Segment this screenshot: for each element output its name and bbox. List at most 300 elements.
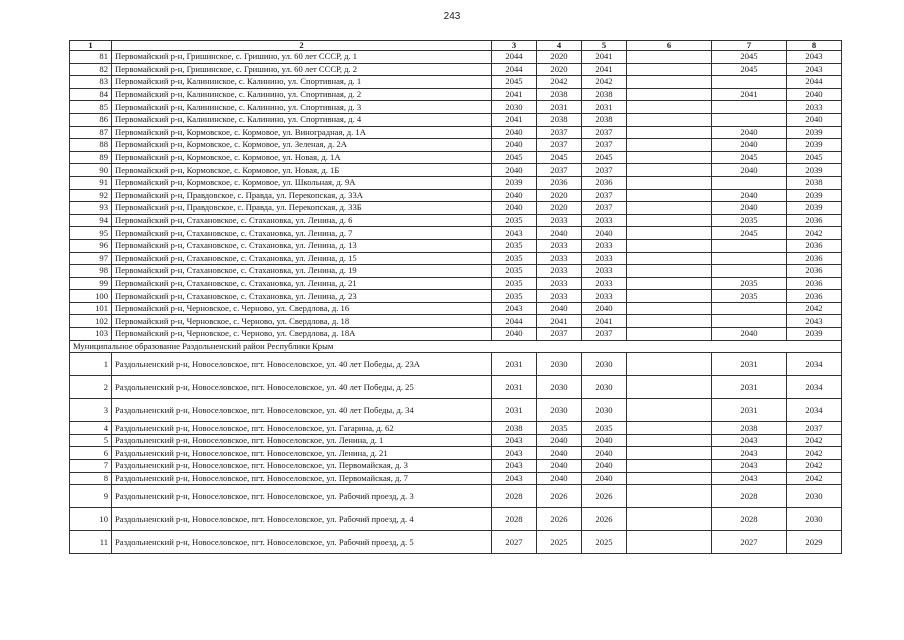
year-col4-cell: 2033 <box>537 277 582 290</box>
year-col8-cell: 2043 <box>787 315 842 328</box>
row-number-cell: 89 <box>70 151 112 164</box>
year-col3-cell: 2040 <box>492 202 537 215</box>
year-col7-cell <box>712 101 787 114</box>
section-row <box>70 340 842 353</box>
table-row <box>70 290 842 303</box>
year-col8-cell: 2042 <box>787 460 842 473</box>
table-row <box>70 51 842 64</box>
table-row <box>70 447 842 460</box>
year-col8-cell: 2039 <box>787 126 842 139</box>
row-number-cell: 98 <box>70 265 112 278</box>
table-row <box>70 239 842 252</box>
year-col6-cell <box>627 434 712 447</box>
pervomaisky-rows <box>70 51 842 341</box>
year-col5-cell: 2026 <box>582 508 627 531</box>
year-col8-cell: 2045 <box>787 151 842 164</box>
address-cell: Первомайский р-н, Стахановское, с. Стахановка, ул. Ленина, д. 15 <box>112 252 492 265</box>
year-col4-cell: 2045 <box>537 151 582 164</box>
year-col5-cell: 2033 <box>582 239 627 252</box>
address-cell: Раздольненский р-н, Новоселовское, пгт. Новоселовское, ул. Гагарина, д. 62 <box>112 422 492 435</box>
address-cell: Первомайский р-н, Кормовское, с. Кормовое, ул. Виноградная, д. 1А <box>112 126 492 139</box>
table-row <box>70 328 842 341</box>
year-col4-cell: 2037 <box>537 139 582 152</box>
year-col7-cell <box>712 76 787 89</box>
year-col8-cell: 2038 <box>787 176 842 189</box>
row-number-cell: 99 <box>70 277 112 290</box>
year-col6-cell <box>627 88 712 101</box>
row-number-cell: 9 <box>70 485 112 508</box>
year-col7-cell: 2040 <box>712 202 787 215</box>
year-col7-cell: 2040 <box>712 139 787 152</box>
row-number-cell: 82 <box>70 63 112 76</box>
year-col4-cell: 2025 <box>537 531 582 554</box>
year-col4-cell: 2033 <box>537 290 582 303</box>
col-header-8: 8 <box>787 41 842 51</box>
row-number-cell: 87 <box>70 126 112 139</box>
year-col3-cell: 2044 <box>492 315 537 328</box>
table-row <box>70 113 842 126</box>
year-col5-cell: 2041 <box>582 63 627 76</box>
address-cell: Раздольненский р-н, Новоселовское, пгт. Новоселовское, ул. Рабочий проезд, д. 5 <box>112 531 492 554</box>
year-col3-cell: 2035 <box>492 265 537 278</box>
year-col4-cell: 2040 <box>537 447 582 460</box>
year-col4-cell: 2035 <box>537 422 582 435</box>
row-number-cell: 8 <box>70 472 112 485</box>
year-col6-cell <box>627 265 712 278</box>
year-col3-cell: 2031 <box>492 376 537 399</box>
year-col7-cell: 2043 <box>712 472 787 485</box>
address-cell: Раздольненский р-н, Новоселовское, пгт. Новоселовское, ул. Первомайская, д. 3 <box>112 460 492 473</box>
year-col3-cell: 2043 <box>492 472 537 485</box>
year-col3-cell: 2043 <box>492 460 537 473</box>
year-col8-cell: 2039 <box>787 328 842 341</box>
year-col7-cell: 2040 <box>712 189 787 202</box>
year-col7-cell: 2028 <box>712 508 787 531</box>
col-header-3: 3 <box>492 41 537 51</box>
address-cell: Первомайский р-н, Калининское, с. Калинино, ул. Спортивная, д. 1 <box>112 76 492 89</box>
address-cell: Первомайский р-н, Калининское, с. Калинино, ул. Спортивная, д. 4 <box>112 113 492 126</box>
year-col7-cell <box>712 252 787 265</box>
year-col5-cell: 2030 <box>582 353 627 376</box>
row-number-cell: 90 <box>70 164 112 177</box>
year-col7-cell: 2035 <box>712 290 787 303</box>
year-col8-cell: 2039 <box>787 139 842 152</box>
year-col8-cell: 2029 <box>787 531 842 554</box>
table-row <box>70 531 842 554</box>
address-cell: Раздольненский р-н, Новоселовское, пгт. Новоселовское, ул. Рабочий проезд, д. 4 <box>112 508 492 531</box>
year-col6-cell <box>627 51 712 64</box>
year-col3-cell: 2040 <box>492 126 537 139</box>
year-col4-cell: 2030 <box>537 376 582 399</box>
year-col5-cell: 2035 <box>582 422 627 435</box>
year-col5-cell: 2041 <box>582 51 627 64</box>
year-col5-cell: 2040 <box>582 460 627 473</box>
year-col3-cell: 2035 <box>492 214 537 227</box>
year-col8-cell: 2039 <box>787 189 842 202</box>
year-col6-cell <box>627 328 712 341</box>
header-row <box>70 41 842 51</box>
year-col7-cell <box>712 239 787 252</box>
year-col4-cell: 2030 <box>537 353 582 376</box>
year-col5-cell: 2033 <box>582 252 627 265</box>
year-col5-cell: 2033 <box>582 265 627 278</box>
row-number-cell: 95 <box>70 227 112 240</box>
year-col6-cell <box>627 422 712 435</box>
address-cell: Первомайский р-н, Гришинское, с. Гришино, ул. 60 лет СССР, д. 2 <box>112 63 492 76</box>
year-col4-cell: 2041 <box>537 315 582 328</box>
address-cell: Первомайский р-н, Стахановское, с. Стахановка, ул. Ленина, д. 13 <box>112 239 492 252</box>
table-row <box>70 277 842 290</box>
address-cell: Первомайский р-н, Калининское, с. Калинино, ул. Спортивная, д. 2 <box>112 88 492 101</box>
year-col5-cell: 2040 <box>582 472 627 485</box>
year-col4-cell: 2020 <box>537 51 582 64</box>
year-col4-cell: 2033 <box>537 252 582 265</box>
year-col6-cell <box>627 353 712 376</box>
year-col3-cell: 2035 <box>492 239 537 252</box>
year-col6-cell <box>627 376 712 399</box>
year-col6-cell <box>627 164 712 177</box>
year-col3-cell: 2045 <box>492 151 537 164</box>
table-row <box>70 485 842 508</box>
address-cell: Первомайский р-н, Стахановское, с. Стахановка, ул. Ленина, д. 21 <box>112 277 492 290</box>
table-row <box>70 189 842 202</box>
row-number-cell: 3 <box>70 399 112 422</box>
row-number-cell: 1 <box>70 353 112 376</box>
table-row <box>70 126 842 139</box>
year-col7-cell: 2038 <box>712 422 787 435</box>
year-col6-cell <box>627 126 712 139</box>
year-col3-cell: 2030 <box>492 101 537 114</box>
year-col3-cell: 2035 <box>492 252 537 265</box>
year-col7-cell: 2045 <box>712 151 787 164</box>
year-col5-cell: 2040 <box>582 302 627 315</box>
year-col6-cell <box>627 113 712 126</box>
table-row <box>70 508 842 531</box>
col-header-4: 4 <box>537 41 582 51</box>
year-col8-cell: 2036 <box>787 252 842 265</box>
year-col8-cell: 2042 <box>787 434 842 447</box>
year-col4-cell: 2037 <box>537 164 582 177</box>
year-col7-cell: 2031 <box>712 399 787 422</box>
col-header-6: 6 <box>627 41 712 51</box>
table-row <box>70 176 842 189</box>
housing-register-table <box>69 40 842 554</box>
year-col5-cell: 2033 <box>582 290 627 303</box>
row-number-cell: 100 <box>70 290 112 303</box>
year-col6-cell <box>627 315 712 328</box>
address-cell: Раздольненский р-н, Новоселовское, пгт. Новоселовское, ул. 40 лет Победы, д. 34 <box>112 399 492 422</box>
table-row <box>70 434 842 447</box>
row-number-cell: 81 <box>70 51 112 64</box>
year-col6-cell <box>627 508 712 531</box>
year-col3-cell: 2038 <box>492 422 537 435</box>
table-row <box>70 88 842 101</box>
year-col7-cell: 2043 <box>712 447 787 460</box>
row-number-cell: 101 <box>70 302 112 315</box>
year-col6-cell <box>627 460 712 473</box>
year-col7-cell: 2027 <box>712 531 787 554</box>
row-number-cell: 96 <box>70 239 112 252</box>
year-col4-cell: 2026 <box>537 508 582 531</box>
year-col4-cell: 2040 <box>537 434 582 447</box>
year-col5-cell: 2037 <box>582 164 627 177</box>
row-number-cell: 86 <box>70 113 112 126</box>
year-col3-cell: 2041 <box>492 88 537 101</box>
year-col8-cell: 2036 <box>787 214 842 227</box>
address-cell: Первомайский р-н, Калининское, с. Калинино, ул. Спортивная, д. 3 <box>112 101 492 114</box>
address-cell: Первомайский р-н, Кормовское, с. Кормовое, ул. Школьная, д. 9А <box>112 176 492 189</box>
year-col4-cell: 2030 <box>537 399 582 422</box>
year-col3-cell: 2028 <box>492 508 537 531</box>
table-row <box>70 315 842 328</box>
year-col5-cell: 2033 <box>582 277 627 290</box>
year-col8-cell: 2042 <box>787 227 842 240</box>
year-col6-cell <box>627 290 712 303</box>
year-col7-cell: 2035 <box>712 214 787 227</box>
table-row <box>70 139 842 152</box>
row-number-cell: 102 <box>70 315 112 328</box>
year-col3-cell: 2045 <box>492 76 537 89</box>
table-row <box>70 399 842 422</box>
table-row <box>70 353 842 376</box>
year-col4-cell: 2033 <box>537 214 582 227</box>
address-cell: Первомайский р-н, Черновское, с. Черново, ул. Свердлова, д. 18А <box>112 328 492 341</box>
year-col6-cell <box>627 239 712 252</box>
year-col3-cell: 2035 <box>492 277 537 290</box>
year-col6-cell <box>627 189 712 202</box>
year-col8-cell: 2039 <box>787 164 842 177</box>
year-col3-cell: 2027 <box>492 531 537 554</box>
col-header-7: 7 <box>712 41 787 51</box>
year-col8-cell: 2033 <box>787 101 842 114</box>
year-col5-cell: 2042 <box>582 76 627 89</box>
row-number-cell: 93 <box>70 202 112 215</box>
address-cell: Первомайский р-н, Кормовское, с. Кормовое, ул. Зеленая, д. 2А <box>112 139 492 152</box>
year-col3-cell: 2039 <box>492 176 537 189</box>
year-col8-cell: 2044 <box>787 76 842 89</box>
address-cell: Первомайский р-н, Гришинское, с. Гришино, ул. 60 лет СССР, д. 1 <box>112 51 492 64</box>
row-number-cell: 92 <box>70 189 112 202</box>
year-col4-cell: 2031 <box>537 101 582 114</box>
year-col4-cell: 2026 <box>537 485 582 508</box>
table-row <box>70 63 842 76</box>
year-col3-cell: 2044 <box>492 63 537 76</box>
year-col7-cell: 2031 <box>712 376 787 399</box>
address-cell: Первомайский р-н, Кормовское, с. Кормовое, ул. Новая, д. 1Б <box>112 164 492 177</box>
year-col7-cell: 2035 <box>712 277 787 290</box>
year-col6-cell <box>627 302 712 315</box>
year-col7-cell: 2040 <box>712 126 787 139</box>
year-col8-cell: 2040 <box>787 113 842 126</box>
row-number-cell: 97 <box>70 252 112 265</box>
address-cell: Первомайский р-н, Черновское, с. Черново, ул. Свердлова, д. 16 <box>112 302 492 315</box>
address-cell: Первомайский р-н, Стахановское, с. Стахановка, ул. Ленина, д. 6 <box>112 214 492 227</box>
year-col4-cell: 2042 <box>537 76 582 89</box>
table-row <box>70 472 842 485</box>
section-block <box>70 340 842 353</box>
year-col6-cell <box>627 277 712 290</box>
year-col7-cell: 2045 <box>712 63 787 76</box>
row-number-cell: 91 <box>70 176 112 189</box>
year-col6-cell <box>627 202 712 215</box>
year-col7-cell: 2045 <box>712 227 787 240</box>
year-col6-cell <box>627 485 712 508</box>
table-row <box>70 302 842 315</box>
address-cell: Раздольненский р-н, Новоселовское, пгт. Новоселовское, ул. 40 лет Победы, д. 23А <box>112 353 492 376</box>
year-col4-cell: 2038 <box>537 88 582 101</box>
year-col3-cell: 2043 <box>492 447 537 460</box>
row-number-cell: 4 <box>70 422 112 435</box>
year-col8-cell: 2034 <box>787 399 842 422</box>
year-col6-cell <box>627 252 712 265</box>
year-col7-cell: 2043 <box>712 460 787 473</box>
year-col5-cell: 2040 <box>582 447 627 460</box>
year-col8-cell: 2040 <box>787 88 842 101</box>
year-col6-cell <box>627 227 712 240</box>
row-number-cell: 83 <box>70 76 112 89</box>
row-number-cell: 85 <box>70 101 112 114</box>
year-col8-cell: 2034 <box>787 353 842 376</box>
year-col6-cell <box>627 531 712 554</box>
table-row <box>70 422 842 435</box>
year-col3-cell: 2043 <box>492 302 537 315</box>
year-col6-cell <box>627 176 712 189</box>
address-cell: Раздольненский р-н, Новоселовское, пгт. Новоселовское, ул. 40 лет Победы, д. 25 <box>112 376 492 399</box>
year-col7-cell <box>712 176 787 189</box>
year-col4-cell: 2040 <box>537 227 582 240</box>
year-col5-cell: 2026 <box>582 485 627 508</box>
year-col3-cell: 2028 <box>492 485 537 508</box>
table-row <box>70 460 842 473</box>
year-col8-cell: 2030 <box>787 508 842 531</box>
row-number-cell: 2 <box>70 376 112 399</box>
year-col4-cell: 2036 <box>537 176 582 189</box>
year-col8-cell: 2030 <box>787 485 842 508</box>
year-col3-cell: 2041 <box>492 113 537 126</box>
year-col4-cell: 2020 <box>537 63 582 76</box>
col-header-1: 1 <box>70 41 112 51</box>
year-col7-cell: 2028 <box>712 485 787 508</box>
year-col6-cell <box>627 447 712 460</box>
year-col8-cell: 2036 <box>787 265 842 278</box>
year-col4-cell: 2020 <box>537 189 582 202</box>
year-col3-cell: 2040 <box>492 164 537 177</box>
year-col8-cell: 2036 <box>787 239 842 252</box>
row-number-cell: 5 <box>70 434 112 447</box>
year-col6-cell <box>627 399 712 422</box>
year-col8-cell: 2042 <box>787 302 842 315</box>
year-col3-cell: 2040 <box>492 189 537 202</box>
table-row <box>70 252 842 265</box>
year-col4-cell: 2033 <box>537 265 582 278</box>
year-col4-cell: 2037 <box>537 328 582 341</box>
row-number-cell: 88 <box>70 139 112 152</box>
address-cell: Первомайский р-н, Стахановское, с. Стахановка, ул. Ленина, д. 23 <box>112 290 492 303</box>
year-col7-cell: 2045 <box>712 51 787 64</box>
year-col4-cell: 2040 <box>537 460 582 473</box>
year-col5-cell: 2037 <box>582 202 627 215</box>
year-col7-cell: 2040 <box>712 328 787 341</box>
year-col5-cell: 2037 <box>582 139 627 152</box>
year-col3-cell: 2040 <box>492 139 537 152</box>
row-number-cell: 84 <box>70 88 112 101</box>
row-number-cell: 94 <box>70 214 112 227</box>
address-cell: Первомайский р-н, Черновское, с. Черново, ул. Свердлова, д. 18 <box>112 315 492 328</box>
year-col3-cell: 2031 <box>492 353 537 376</box>
year-col5-cell: 2038 <box>582 88 627 101</box>
year-col6-cell <box>627 151 712 164</box>
year-col3-cell: 2040 <box>492 328 537 341</box>
year-col3-cell: 2031 <box>492 399 537 422</box>
year-col8-cell: 2036 <box>787 277 842 290</box>
year-col5-cell: 2033 <box>582 214 627 227</box>
year-col4-cell: 2040 <box>537 472 582 485</box>
year-col6-cell <box>627 472 712 485</box>
year-col4-cell: 2020 <box>537 202 582 215</box>
address-cell: Первомайский р-н, Кормовское, с. Кормовое, ул. Новая, д. 1А <box>112 151 492 164</box>
year-col5-cell: 2037 <box>582 126 627 139</box>
year-col5-cell: 2030 <box>582 399 627 422</box>
year-col8-cell: 2043 <box>787 63 842 76</box>
year-col7-cell <box>712 265 787 278</box>
year-col4-cell: 2033 <box>537 239 582 252</box>
table-row <box>70 202 842 215</box>
address-cell: Раздольненский р-н, Новоселовское, пгт. Новоселовское, ул. Ленина, д. 21 <box>112 447 492 460</box>
year-col8-cell: 2037 <box>787 422 842 435</box>
year-col7-cell: 2041 <box>712 88 787 101</box>
year-col8-cell: 2036 <box>787 290 842 303</box>
row-number-cell: 6 <box>70 447 112 460</box>
address-cell: Первомайский р-н, Стахановское, с. Стахановка, ул. Ленина, д. 19 <box>112 265 492 278</box>
address-cell: Первомайский р-н, Правдовское, с. Правда, ул. Перекопская, д. 33А <box>112 189 492 202</box>
year-col4-cell: 2040 <box>537 302 582 315</box>
year-col8-cell: 2042 <box>787 447 842 460</box>
year-col6-cell <box>627 139 712 152</box>
year-col5-cell: 2041 <box>582 315 627 328</box>
year-col5-cell: 2037 <box>582 189 627 202</box>
address-cell: Первомайский р-н, Стахановское, с. Стахановка, ул. Ленина, д. 7 <box>112 227 492 240</box>
table-row <box>70 265 842 278</box>
year-col3-cell: 2035 <box>492 290 537 303</box>
year-col5-cell: 2037 <box>582 328 627 341</box>
address-cell: Раздольненский р-н, Новоселовское, пгт. Новоселовское, ул. Ленина, д. 1 <box>112 434 492 447</box>
year-col7-cell: 2040 <box>712 164 787 177</box>
row-number-cell: 103 <box>70 328 112 341</box>
year-col5-cell: 2036 <box>582 176 627 189</box>
address-cell: Раздольненский р-н, Новоселовское, пгт. Новоселовское, ул. Рабочий проезд, д. 3 <box>112 485 492 508</box>
year-col3-cell: 2043 <box>492 434 537 447</box>
year-col8-cell: 2042 <box>787 472 842 485</box>
table-row <box>70 151 842 164</box>
razdolnensky-rows <box>70 353 842 554</box>
year-col6-cell <box>627 63 712 76</box>
year-col5-cell: 2040 <box>582 227 627 240</box>
year-col7-cell: 2031 <box>712 353 787 376</box>
year-col8-cell: 2034 <box>787 376 842 399</box>
year-col6-cell <box>627 101 712 114</box>
table-row <box>70 164 842 177</box>
year-col7-cell <box>712 113 787 126</box>
address-cell: Первомайский р-н, Правдовское, с. Правда, ул. Перекопская, д. 33Б <box>112 202 492 215</box>
col-header-5: 5 <box>582 41 627 51</box>
address-cell: Раздольненский р-н, Новоселовское, пгт. Новоселовское, ул. Первомайская, д. 7 <box>112 472 492 485</box>
page-number: 243 <box>443 11 461 22</box>
year-col8-cell: 2039 <box>787 202 842 215</box>
year-col5-cell: 2025 <box>582 531 627 554</box>
table-row <box>70 101 842 114</box>
year-col5-cell: 2038 <box>582 113 627 126</box>
table-row <box>70 227 842 240</box>
